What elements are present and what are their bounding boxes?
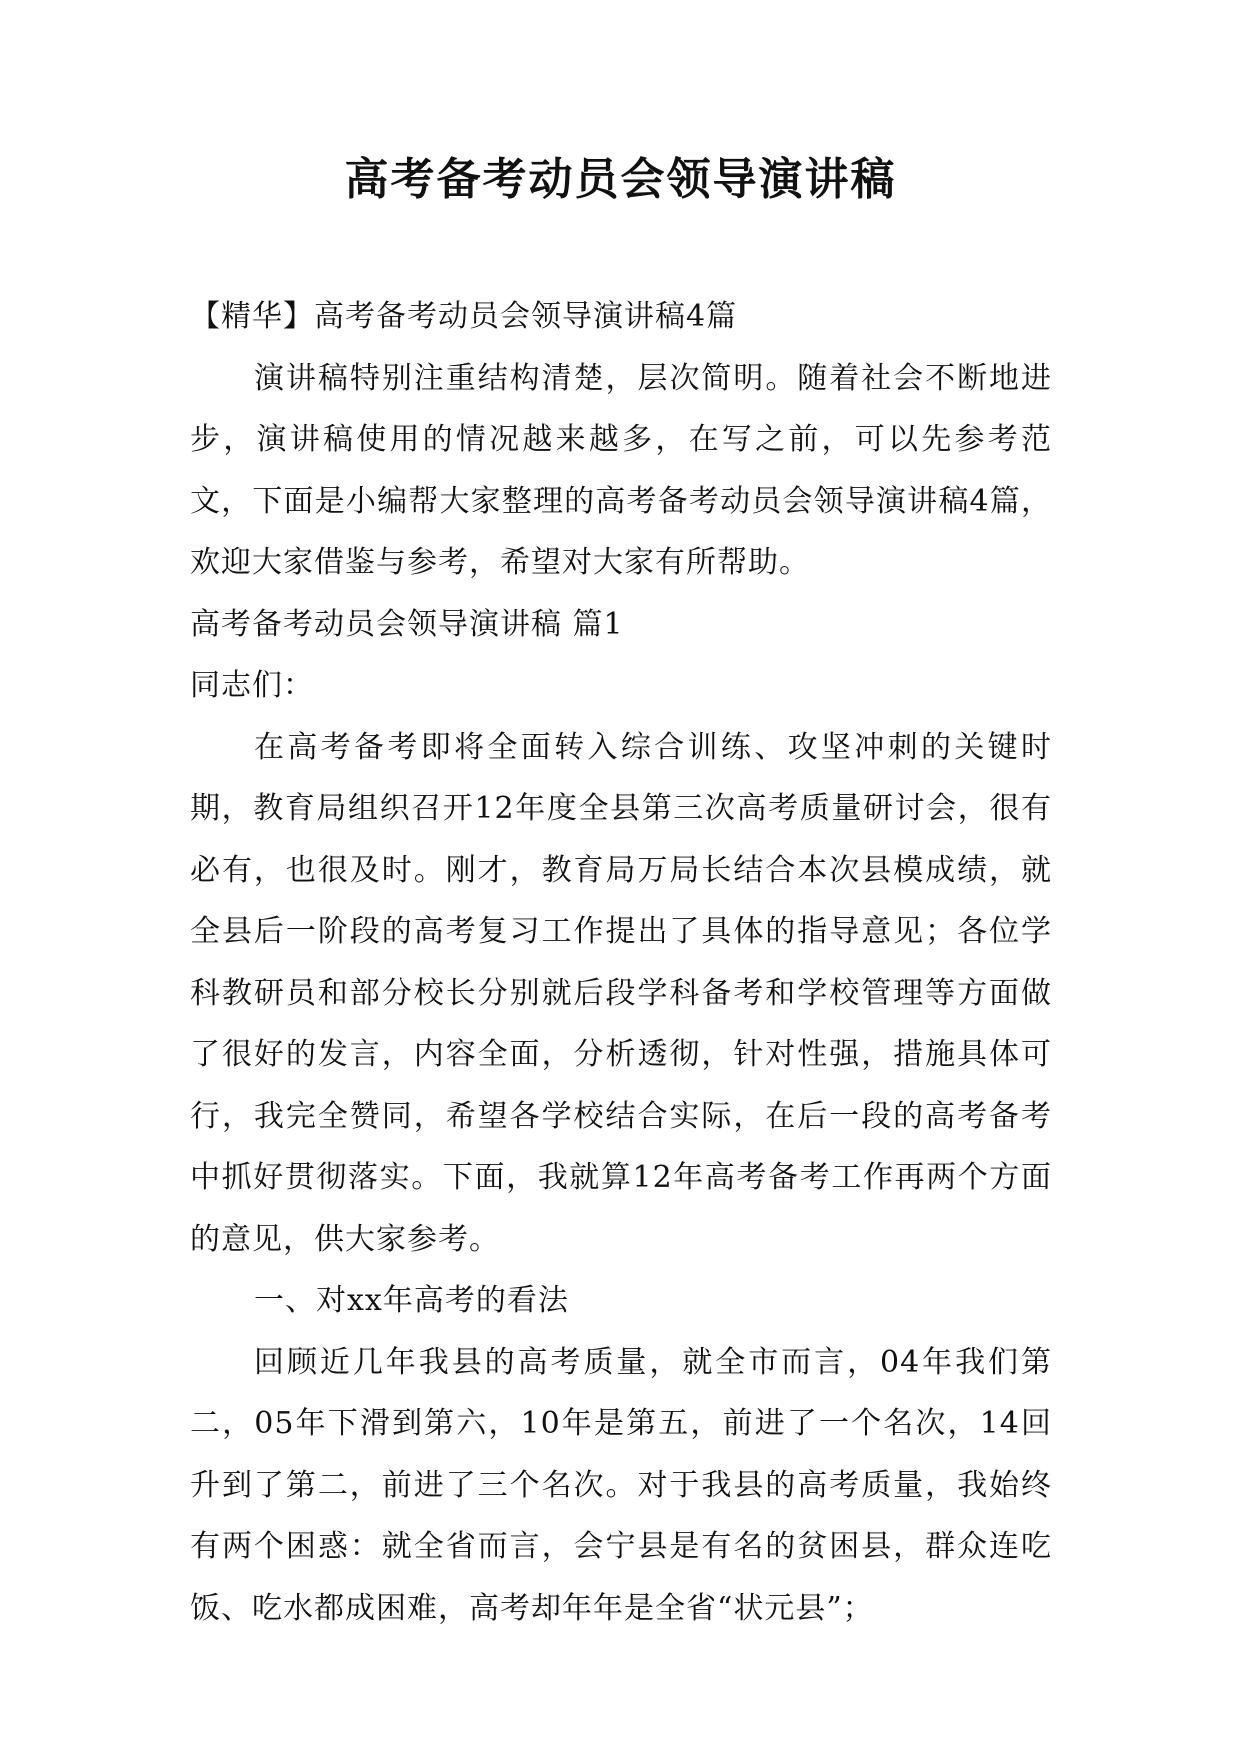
salutation: 同志们： [190, 668, 314, 703]
paragraph: 【精华】高考备考动员会领导演讲稿4篇 [190, 299, 738, 334]
subsection-heading: 一、对xx年高考的看法 [254, 1283, 569, 1318]
paragraph: 演讲稿特别注重结构清楚，层次简明。随着社会不断地进步，演讲稿使用的情况越来越多，在写之前，可以先参考范文，下面是小编帮大家整理的高考备考动员会领导演讲稿4篇，欢迎大家借鉴与参考，希望对大家有所帮助。 [190, 360, 1052, 580]
paragraph: 回顾近几年我县的高考质量，就全市而言，04年我们第二，05年下滑到第六，10年是第五，前进了一个名次，14回升到了第二，前进了三个名次。对于我县的高考质量，我始终有两个困惑：就全省而言，会宁县是有名的贫困县，群众连吃饭、吃水都成困难，高考却年年是全省“状元县”； [190, 1344, 1052, 1626]
document-title: 高考备考动员会领导演讲稿 [344, 154, 897, 205]
document-body [190, 286, 1052, 1639]
paragraph: 在高考备考即将全面转入综合训练、攻坚冲刺的关键时期，教育局组织召开12年度全县第三次高考质量研讨会，很有必有，也很及时。刚才，教育局万局长结合本次县模成绩，就全县后一阶段的高考复习工作提出了具体的指导意见；各位学科教研员和部分校长分别就后段学科备考和学校管理等方面做了很好的发言，内容全面，分析透彻，针对性强，措施具体可行，我完全赞同，希望各学校结合实际，在后一段的高考备考中抓好贯彻落实。下面，我就算12年高考备考工作再两个方面的意见，供大家参考。 [190, 729, 1052, 1257]
section-heading: 高考备考动员会领导演讲稿 篇1 [190, 606, 624, 642]
